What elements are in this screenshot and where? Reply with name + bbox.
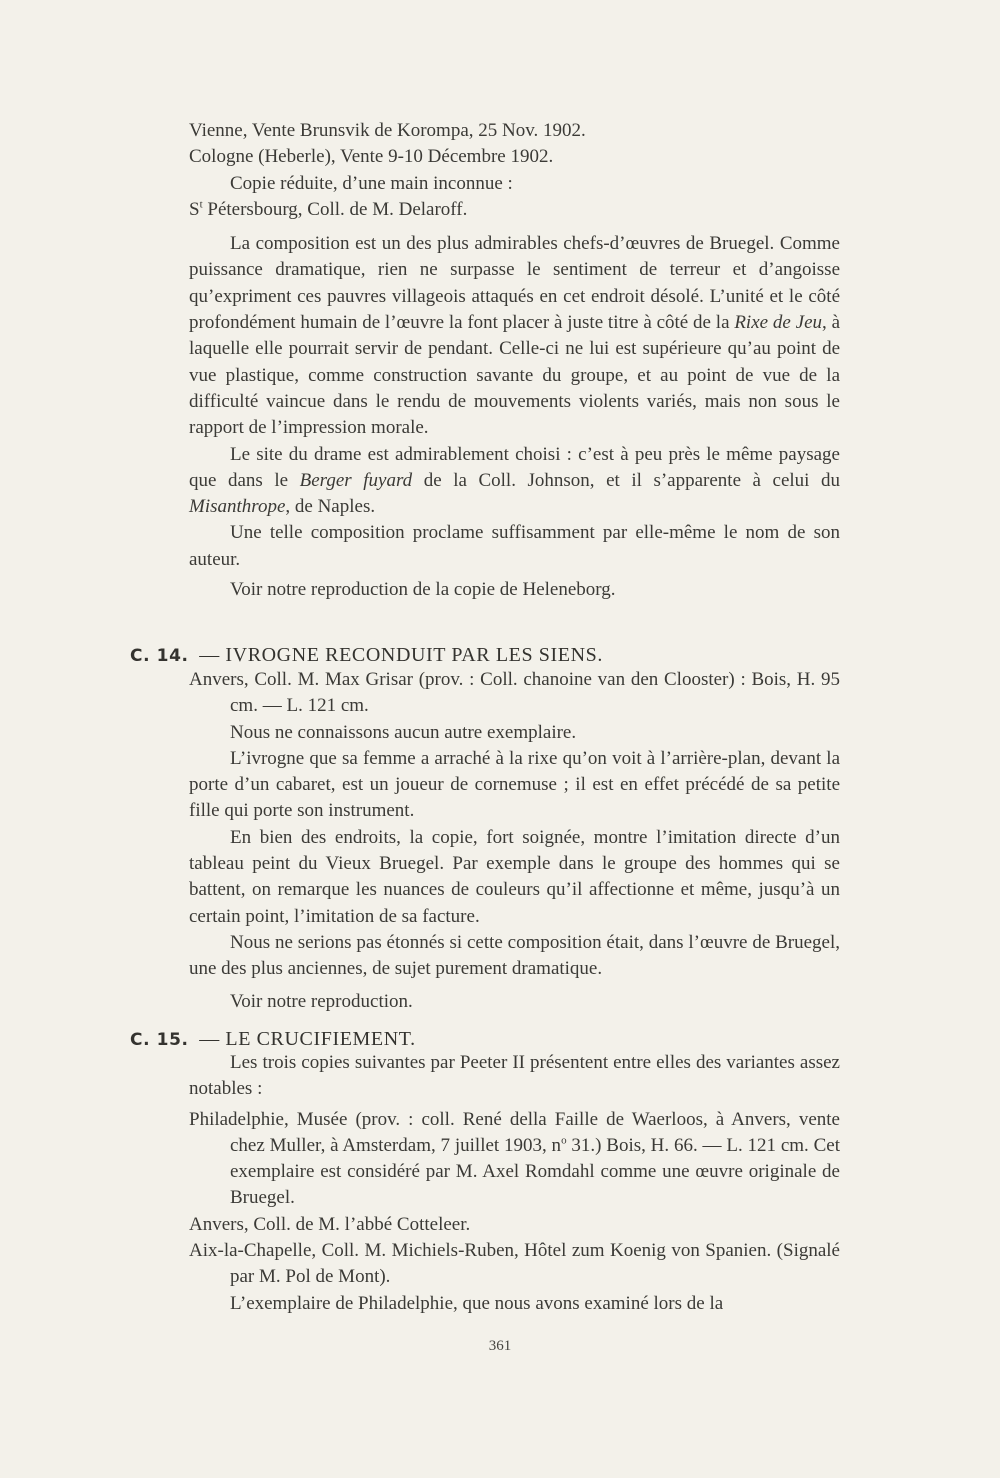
section-heading-c14 — [130, 642, 850, 669]
paragraph-author: Une telle composition proclame suffisamment par elle-même le nom de son auteur. — [189, 522, 840, 570]
copy-location: $S^t$ Pétersbourg, Coll. de M. Delaroff. — [189, 198, 468, 220]
section-number: C. 14. — [130, 646, 189, 666]
provenance-line: Cologne (Heberle), Vente 9-10 Décembre 1902. — [189, 146, 554, 168]
provenance-line: Vienne, Vente Brunsvik de Korompa, 25 Nov. 1902. — [189, 120, 586, 141]
section-number: C. 15. — [130, 1030, 189, 1050]
paragraph: En bien des endroits, la copie, fort soignée, montre l’imitation directe d’un tableau peint du Vieux Bruegel. Par exemple dans le groupe des hommes qui se battent, on remarque les nuances de couleurs qu’il affectionne et même, jusqu’à un certain point, l’imitation de sa facture. — [189, 826, 840, 927]
location-entry: Aix-la-Chapelle, Coll. M. Michiels-Ruben, Hôtel zum Koenig von Spanien. (Signalé par M. Pol de Mont). — [189, 1240, 840, 1288]
location-entry: Anvers, Coll. M. Max Grisar (prov. : Coll. chanoine van den Clooster) : Bois, H. 95 cm. — L. 121 cm. — [189, 669, 840, 717]
section-title: — LE CRUCIFIEMENT. — [199, 1028, 416, 1050]
paragraph: Nous ne connaissons aucun autre exemplaire. — [230, 721, 577, 743]
paragraph: Voir notre reproduction. — [230, 990, 413, 1012]
text-block-c14 — [189, 667, 840, 1015]
paragraph-composition: La composition est un des plus admirables chefs-d’œuvres de Bruegel. Comme puissance dramatique, rien ne surpasse le sentiment de terreur et d’angoisse qu’expriment ces pauvres villageois attaqués en cet endroit désolé. L’unité et le côté profondément humain de l’œuvre la font placer à juste titre à côté de la Rixe de Jeu, à laquelle elle pourrait servir de pendant. Celle-ci ne lui est supérieure qu’au point de vue plastique, comme construction savante du groupe, et au point de vue de la difficulté vaincue dans le rendu de mouvements violents variés, mais non sous le rapport de l’impression morale. — [189, 233, 841, 439]
paragraph-site: Le site du drame est admirablement choisi : c’est à peu près le même paysage que dans le Berger fuyard de la Coll. Johnson, et il s’apparente à celui du Misanthrope, de Naples. — [189, 443, 841, 518]
section-title: — IVROGNE RECONDUIT PAR LES SIENS. — [199, 644, 603, 666]
paragraph: Nous ne serions pas étonnés si cette composition était, dans l’œuvre de Bruegel, une des plus anciennes, de sujet purement dramatique. — [189, 931, 840, 980]
text-block-c15 — [189, 1050, 840, 1317]
page-number: 361 — [488, 1338, 512, 1354]
paragraph: L’exemplaire de Philadelphie, que nous avons examiné lors de la — [230, 1292, 724, 1314]
section-heading-c15 — [130, 1026, 850, 1053]
paragraph-reproduction: Voir notre reproduction de la copie de Heleneborg. — [230, 579, 616, 601]
copy-intro: Copie réduite, d’une main inconnue : — [230, 172, 513, 194]
text-block-top — [189, 118, 840, 603]
location-entry: Philadelphie, Musée (prov. : coll. René della Faille de Waerloos, à Anvers, vente chez Muller, à Amsterdam, 7 juillet 1903, $n^o$ 31.) Bois, H. 66. — L. 121 cm. Cet exemplaire est considéré par M. Axel Romdahl comme une œuvre originale de Bruegel. — [189, 1108, 840, 1209]
paragraph: Les trois copies suivantes par Peeter II présentent entre elles des variantes assez notables : — [189, 1052, 840, 1100]
location-entry: Anvers, Coll. de M. l’abbé Cotteleer. — [189, 1213, 471, 1235]
paragraph: L’ivrogne que sa femme a arraché à la rixe qu’on voit à l’arrière-plan, devant la porte d’un cabaret, est un joueur de cornemuse ; il est en effet précédé de sa petite fille qui porte son instrument. — [189, 747, 840, 822]
